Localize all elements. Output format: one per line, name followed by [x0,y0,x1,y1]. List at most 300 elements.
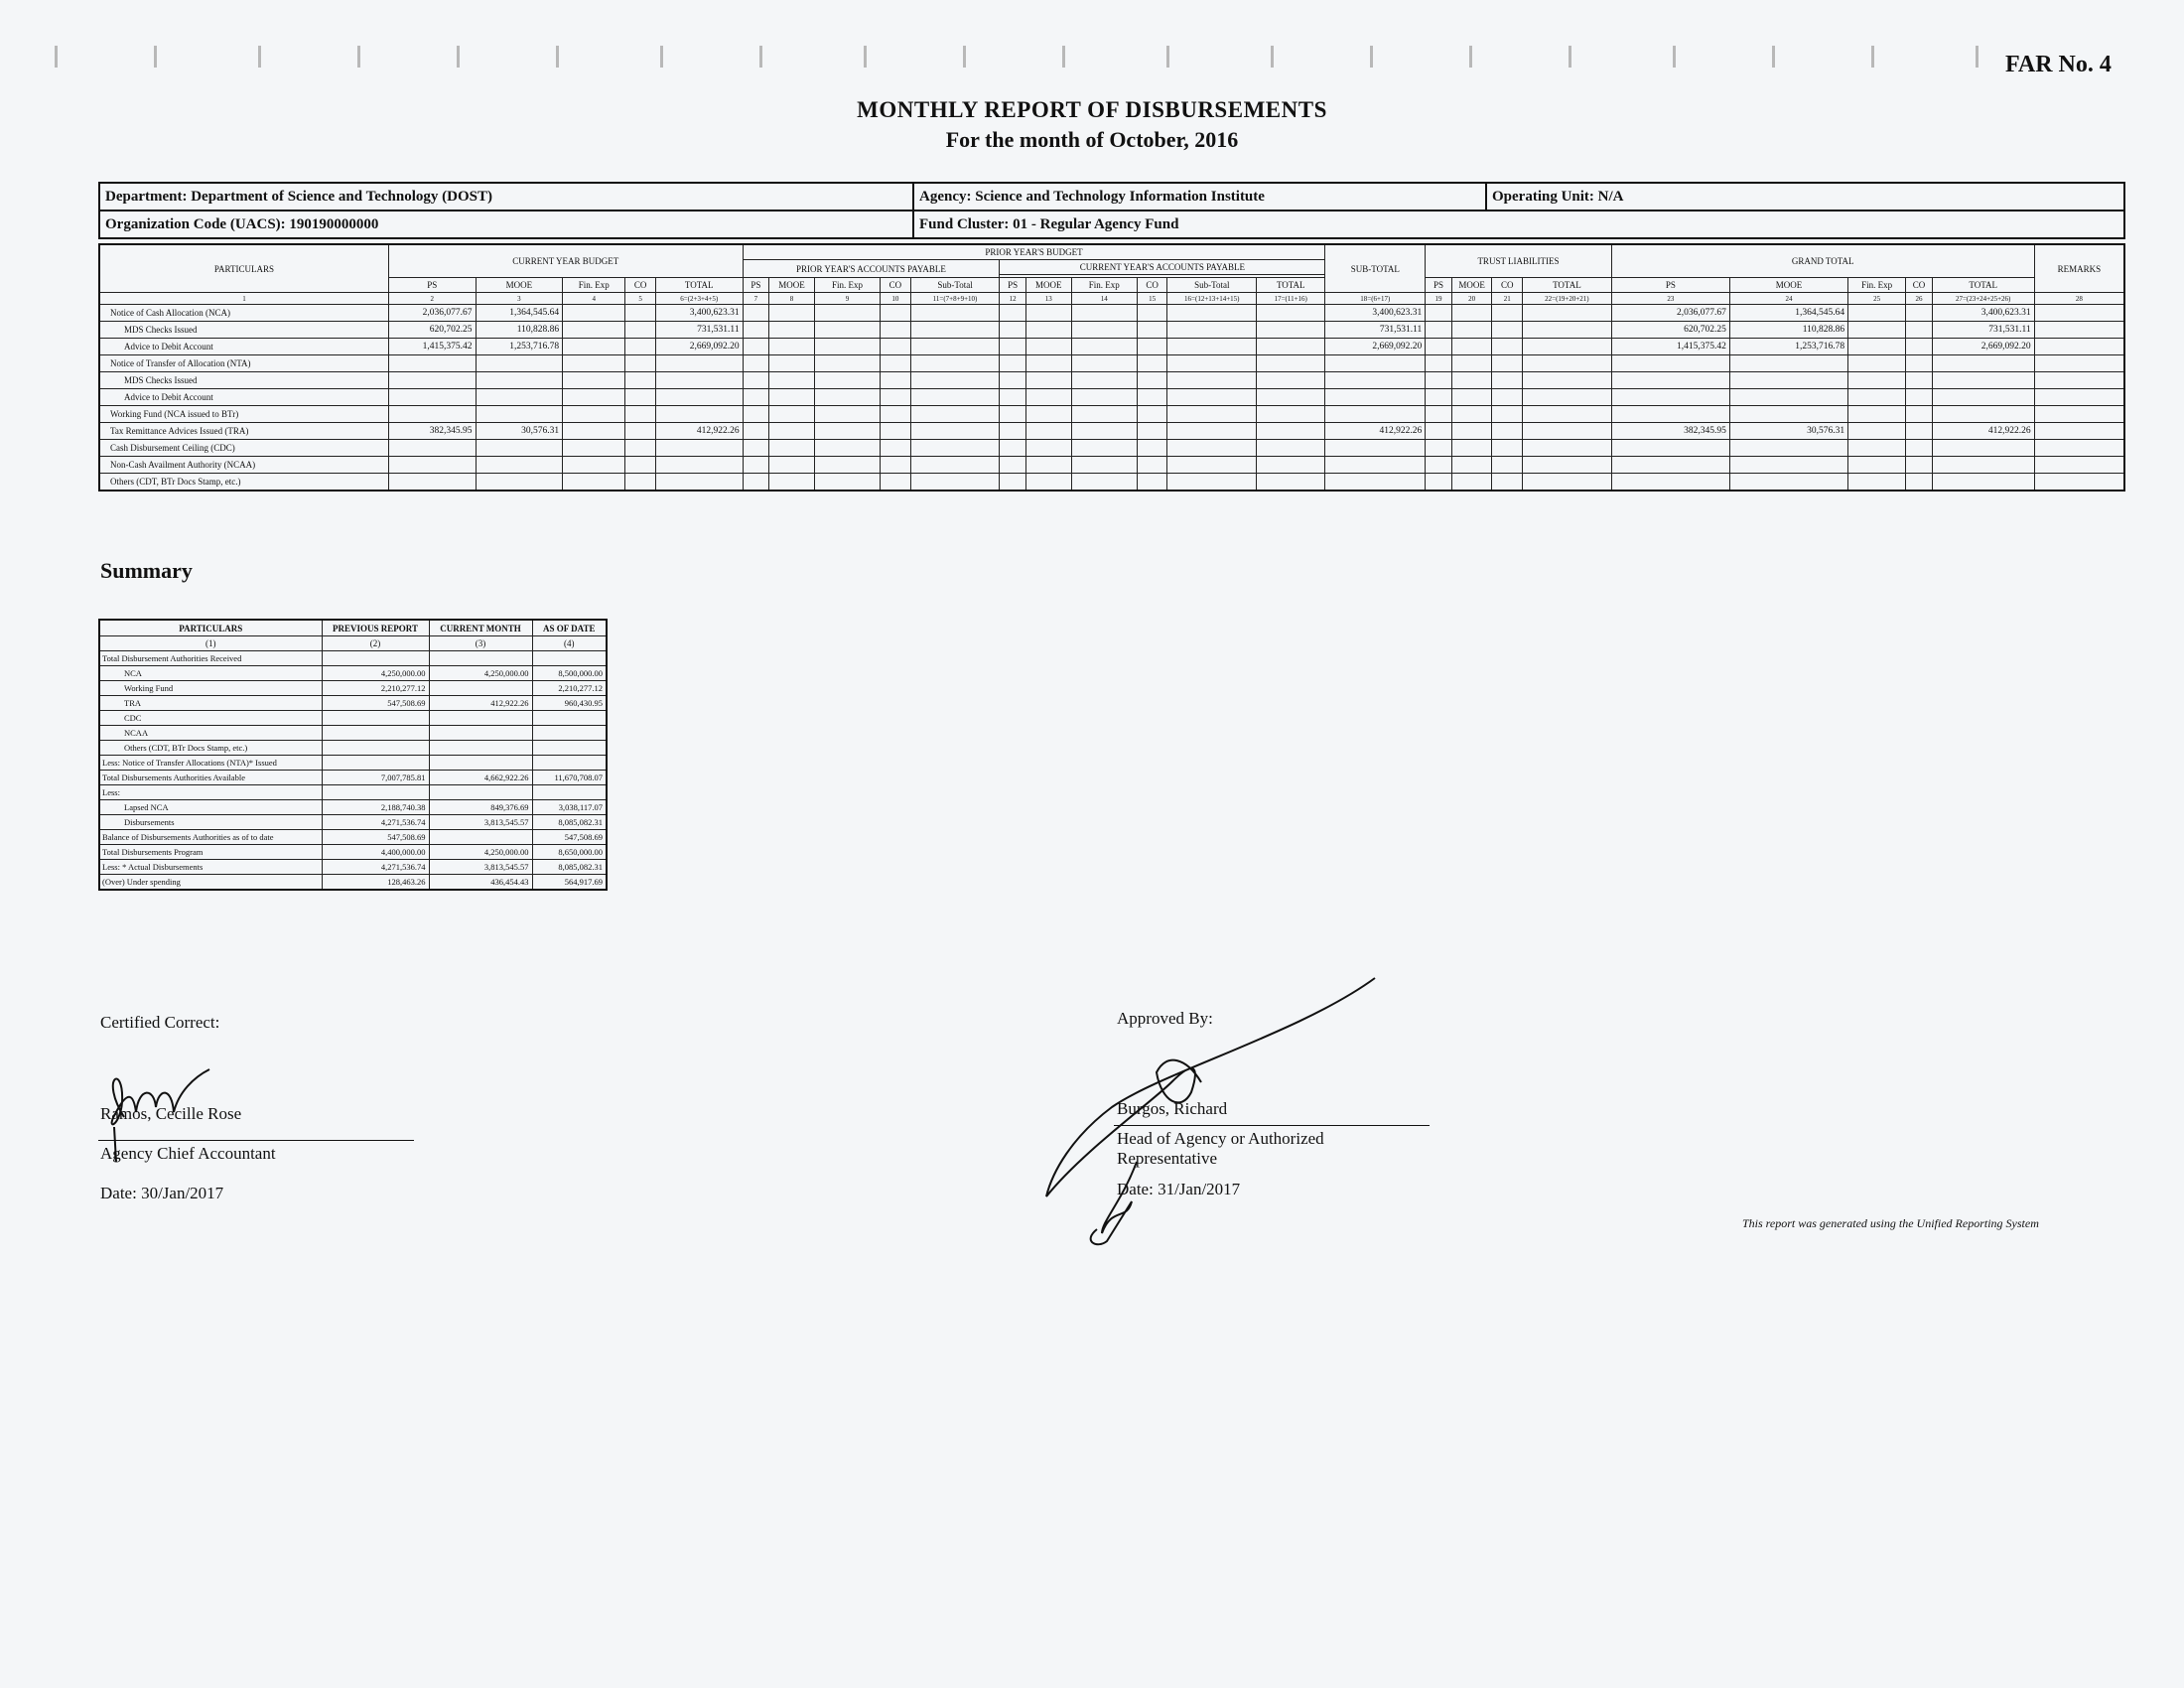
table-cell: 412,922.26 [655,423,743,440]
table-cell [910,423,1000,440]
table-cell [1071,372,1137,389]
table-cell [1325,406,1426,423]
table-cell [1257,440,1325,457]
table-cell [532,711,607,726]
column-number-cell: 10 [881,293,911,305]
table-cell [563,474,625,492]
table-cell [625,440,656,457]
table-row [99,389,2124,406]
table-cell: 547,508.69 [322,830,429,845]
table-cell [388,406,476,423]
column-number-cell: 5 [625,293,656,305]
table-cell: 849,376.69 [429,800,532,815]
remarks-header: REMARKS [2034,244,2124,293]
table-cell [743,406,768,423]
table-cell [1848,406,1906,423]
table-cell [743,423,768,440]
table-cell [476,440,563,457]
column-number-cell: 12 [1000,293,1025,305]
column-number-row [99,293,2124,305]
table-cell [881,406,911,423]
table-cell [881,305,911,322]
table-cell [532,756,607,771]
table-cell [388,372,476,389]
table-cell: 4,400,000.00 [322,845,429,860]
table-cell [1611,440,1729,457]
fund-cluster-cell: Fund Cluster: 01 - Regular Agency Fund [913,211,2124,238]
column-number-cell: 18=(6+17) [1325,293,1426,305]
table-cell [769,355,815,372]
table-cell: 1,415,375.42 [1611,339,1729,355]
approved-title: Representative [1117,1149,1218,1168]
table-cell [563,305,625,322]
table-cell [881,457,911,474]
table-cell [910,389,1000,406]
table-cell: 1,364,545.64 [1729,305,1847,322]
table-cell [910,440,1000,457]
table-cell [563,440,625,457]
table-cell [769,457,815,474]
table-cell [322,741,429,756]
table-cell: 110,828.86 [476,322,563,339]
table-cell [1000,457,1025,474]
table-row [99,756,607,771]
table-cell [1906,305,1932,322]
table-cell [1492,474,1523,492]
table-cell [1492,339,1523,355]
disbursements-table [98,243,2125,492]
table-cell [1492,423,1523,440]
row-label: MDS Checks Issued [99,372,388,389]
summary-body [99,651,607,891]
table-row [99,800,607,815]
table-cell: 4,662,922.26 [429,771,532,785]
table-cell [910,322,1000,339]
table-cell [1137,423,1167,440]
column-number-cell: 4 [563,293,625,305]
table-row [99,666,607,681]
table-cell [322,711,429,726]
table-cell: 1,415,375.42 [388,339,476,355]
row-label: Others (CDT, BTr Docs Stamp, etc.) [99,741,322,756]
row-label: Tax Remittance Advices Issued (TRA) [99,423,388,440]
table-cell [563,406,625,423]
table-cell [1257,305,1325,322]
table-cell: 547,508.69 [532,830,607,845]
table-cell: 731,531.11 [655,322,743,339]
col-total: TOTAL [1523,278,1612,293]
table-cell [1137,355,1167,372]
table-cell [1000,406,1025,423]
row-label: Advice to Debit Account [99,389,388,406]
column-number-cell: 28 [2034,293,2124,305]
table-cell [1611,406,1729,423]
table-cell [625,372,656,389]
table-cell: 8,500,000.00 [532,666,607,681]
org-code-cell: Organization Code (UACS): 190190000000 [99,211,913,238]
table-cell [1257,389,1325,406]
table-row [99,830,607,845]
table-cell [1906,440,1932,457]
table-cell [2034,389,2124,406]
column-number-cell: 9 [814,293,880,305]
table-cell [1137,440,1167,457]
table-cell [910,406,1000,423]
summary-col-number: (4) [532,636,607,651]
col-finexp: Fin. Exp [563,278,625,293]
table-cell [881,474,911,492]
table-cell [1906,457,1932,474]
summary-col-number: (2) [322,636,429,651]
table-cell [476,355,563,372]
row-label: Less: * Actual Disbursements [99,860,322,875]
table-row [99,651,607,666]
table-cell [388,457,476,474]
table-cell [1906,474,1932,492]
row-label: TRA [99,696,322,711]
column-number-cell: 17=(11+16) [1257,293,1325,305]
table-cell [1025,423,1071,440]
table-cell [1906,406,1932,423]
table-cell [2034,355,2124,372]
form-number: FAR No. 4 [2005,52,2112,77]
approved-date: Date: 31/Jan/2017 [1117,1180,1241,1198]
table-cell [814,305,880,322]
table-cell [1071,474,1137,492]
table-cell [1848,440,1906,457]
table-cell [1025,389,1071,406]
table-cell [1523,339,1612,355]
row-label: MDS Checks Issued [99,322,388,339]
certified-date: Date: 30/Jan/2017 [100,1184,224,1202]
table-cell [1257,474,1325,492]
table-cell [388,474,476,492]
column-number-cell: 25 [1848,293,1906,305]
table-cell [1137,322,1167,339]
table-cell [532,741,607,756]
table-cell [1000,372,1025,389]
table-cell [1932,457,2034,474]
table-cell: 412,922.26 [429,696,532,711]
table-cell [1025,355,1071,372]
table-cell [814,322,880,339]
col-mooe: MOOE [1025,278,1071,293]
col-mooe: MOOE [1451,278,1492,293]
summary-asof-header: AS OF DATE [532,620,607,636]
approved-signature-line [1114,1125,1430,1126]
table-cell [1257,406,1325,423]
table-cell [2034,305,2124,322]
row-label: Total Disbursement Authorities Received [99,651,322,666]
table-cell [1523,440,1612,457]
table-cell [769,372,815,389]
table-cell [476,372,563,389]
table-cell [1492,440,1523,457]
table-row [99,696,607,711]
table-cell [1906,372,1932,389]
column-number-cell: 20 [1451,293,1492,305]
summary-particulars-header: PARTICULARS [99,620,322,636]
table-cell [1167,339,1257,355]
table-cell [881,423,911,440]
table-cell: 1,253,716.78 [1729,339,1847,355]
table-cell [1257,423,1325,440]
column-number-cell: 8 [769,293,815,305]
table-cell [814,457,880,474]
table-cell: 412,922.26 [1325,423,1426,440]
table-cell [1325,355,1426,372]
table-cell: 1,253,716.78 [476,339,563,355]
table-cell: 3,813,545.57 [429,815,532,830]
table-cell [655,474,743,492]
summary-col-number: (1) [99,636,322,651]
row-label: CDC [99,711,322,726]
table-row [99,785,607,800]
table-row [99,322,2124,339]
table-cell [1426,440,1451,457]
table-cell [625,339,656,355]
col-ps: PS [1426,278,1451,293]
table-row [99,741,607,756]
table-cell [1523,474,1612,492]
column-number-cell: 6=(2+3+4+5) [655,293,743,305]
table-cell [1071,440,1137,457]
table-cell [563,322,625,339]
table-cell [1906,355,1932,372]
table-row [99,457,2124,474]
table-cell [2034,372,2124,389]
table-cell [743,339,768,355]
table-cell [881,372,911,389]
table-cell [1848,322,1906,339]
table-cell [1848,372,1906,389]
table-row [99,372,2124,389]
table-cell [1167,389,1257,406]
table-row [99,423,2124,440]
table-cell [1426,474,1451,492]
table-cell [1000,339,1025,355]
table-cell [1137,457,1167,474]
table-cell [429,726,532,741]
certified-title: Agency Chief Accountant [100,1144,276,1163]
table-cell [2034,474,2124,492]
table-cell: 731,531.11 [1932,322,2034,339]
table-cell [881,339,911,355]
table-cell [743,372,768,389]
table-cell [743,305,768,322]
table-cell [1729,389,1847,406]
table-cell [1848,423,1906,440]
table-cell: 547,508.69 [322,696,429,711]
table-cell [1000,389,1025,406]
col-ps: PS [388,278,476,293]
column-number-cell: 16=(12+13+14+15) [1167,293,1257,305]
table-cell [322,756,429,771]
table-cell [743,474,768,492]
col-mooe: MOOE [769,278,815,293]
column-number-cell: 19 [1426,293,1451,305]
table-cell [1492,322,1523,339]
table-cell [476,389,563,406]
table-cell [1071,355,1137,372]
table-cell [1325,457,1426,474]
summary-col-number: (3) [429,636,532,651]
table-cell [1492,372,1523,389]
table-cell [2034,423,2124,440]
table-cell [1000,305,1025,322]
table-cell [1523,305,1612,322]
table-cell: 2,036,077.67 [388,305,476,322]
report-header-table [98,182,2125,239]
table-cell: 8,085,082.31 [532,815,607,830]
table-cell [1025,339,1071,355]
table-cell [1167,355,1257,372]
disbursements-body [99,305,2124,492]
column-number-cell: 27=(23+24+25+26) [1932,293,2034,305]
table-cell [1451,423,1492,440]
row-label: Total Disbursements Program [99,845,322,860]
table-cell: 8,650,000.00 [532,845,607,860]
table-cell [1325,372,1426,389]
table-cell [910,372,1000,389]
table-cell [1523,423,1612,440]
table-cell [814,423,880,440]
table-cell [1451,406,1492,423]
col-co: CO [1906,278,1932,293]
table-cell [1167,474,1257,492]
table-cell [429,785,532,800]
table-cell [1257,322,1325,339]
table-cell [1000,322,1025,339]
col-total: TOTAL [655,278,743,293]
row-label: (Over) Under spending [99,875,322,891]
table-cell: 3,400,623.31 [1932,305,2034,322]
approved-name: Burgos, Richard [1117,1099,1228,1118]
column-number-cell: 2 [388,293,476,305]
table-cell [1137,305,1167,322]
summary-current-header: CURRENT MONTH [429,620,532,636]
table-cell [814,474,880,492]
table-cell: 731,531.11 [1325,322,1426,339]
table-row [99,406,2124,423]
row-label: Less: [99,785,322,800]
summary-previous-header: PREVIOUS REPORT [322,620,429,636]
row-label: Notice of Cash Allocation (NCA) [99,305,388,322]
table-cell [1523,457,1612,474]
table-cell [1848,457,1906,474]
table-cell [910,355,1000,372]
table-cell: 960,430.95 [532,696,607,711]
table-cell: 564,917.69 [532,875,607,891]
table-cell [910,339,1000,355]
table-cell [1611,389,1729,406]
table-cell: 128,463.26 [322,875,429,891]
table-cell [625,355,656,372]
table-cell: 2,210,277.12 [322,681,429,696]
table-cell [1729,355,1847,372]
col-total: TOTAL [1257,278,1325,293]
table-cell: 382,345.95 [1611,423,1729,440]
table-cell [625,322,656,339]
table-cell [1426,372,1451,389]
table-cell [1492,389,1523,406]
table-cell [1729,457,1847,474]
table-cell [1025,372,1071,389]
row-label: Balance of Disbursements Authorities as of to date [99,830,322,845]
table-cell [655,440,743,457]
table-cell [563,339,625,355]
row-label: NCA [99,666,322,681]
table-cell [1523,389,1612,406]
row-label: Working Fund (NCA issued to BTr) [99,406,388,423]
table-cell [1137,372,1167,389]
table-cell [769,474,815,492]
table-cell: 30,576.31 [476,423,563,440]
table-row [99,771,607,785]
table-cell [1523,322,1612,339]
row-label: Others (CDT, BTr Docs Stamp, etc.) [99,474,388,492]
column-number-cell: 22=(19+20+21) [1523,293,1612,305]
table-cell [476,474,563,492]
certified-name: Ramos, Cecille Rose [100,1104,242,1123]
table-cell [1257,355,1325,372]
table-cell [743,440,768,457]
table-cell [1729,372,1847,389]
table-cell: 4,250,000.00 [429,666,532,681]
table-cell [769,322,815,339]
table-cell: 2,188,740.38 [322,800,429,815]
table-cell: 110,828.86 [1729,322,1847,339]
table-cell: 2,210,277.12 [532,681,607,696]
col-subtotal: Sub-Total [910,278,1000,293]
table-cell: 2,669,092.20 [655,339,743,355]
table-cell [1451,372,1492,389]
table-cell [1426,423,1451,440]
col-ps: PS [743,278,768,293]
table-cell [1451,322,1492,339]
table-cell [429,756,532,771]
table-cell [1611,457,1729,474]
table-row [99,815,607,830]
table-cell [1451,440,1492,457]
grand-total-header: GRAND TOTAL [1611,244,2034,278]
table-cell: 2,669,092.20 [1932,339,2034,355]
table-cell [2034,457,2124,474]
table-cell [881,355,911,372]
table-cell [1000,474,1025,492]
table-cell [1071,339,1137,355]
col-co: CO [1492,278,1523,293]
table-cell [388,355,476,372]
summary-heading: Summary [100,558,193,583]
table-cell [1137,406,1167,423]
col-mooe: MOOE [1729,278,1847,293]
approved-title: Head of Agency or Authorized [1117,1129,1324,1148]
table-cell [1523,372,1612,389]
table-cell [1523,355,1612,372]
table-cell [655,389,743,406]
table-cell [769,440,815,457]
col-finexp: Fin. Exp [1848,278,1906,293]
table-cell [743,457,768,474]
col-total: TOTAL [1932,278,2034,293]
table-cell [769,305,815,322]
department-cell: Department: Department of Science and Technology (DOST) [99,183,913,211]
table-cell [655,372,743,389]
table-cell [1426,339,1451,355]
column-number-cell: 23 [1611,293,1729,305]
table-cell [1167,305,1257,322]
